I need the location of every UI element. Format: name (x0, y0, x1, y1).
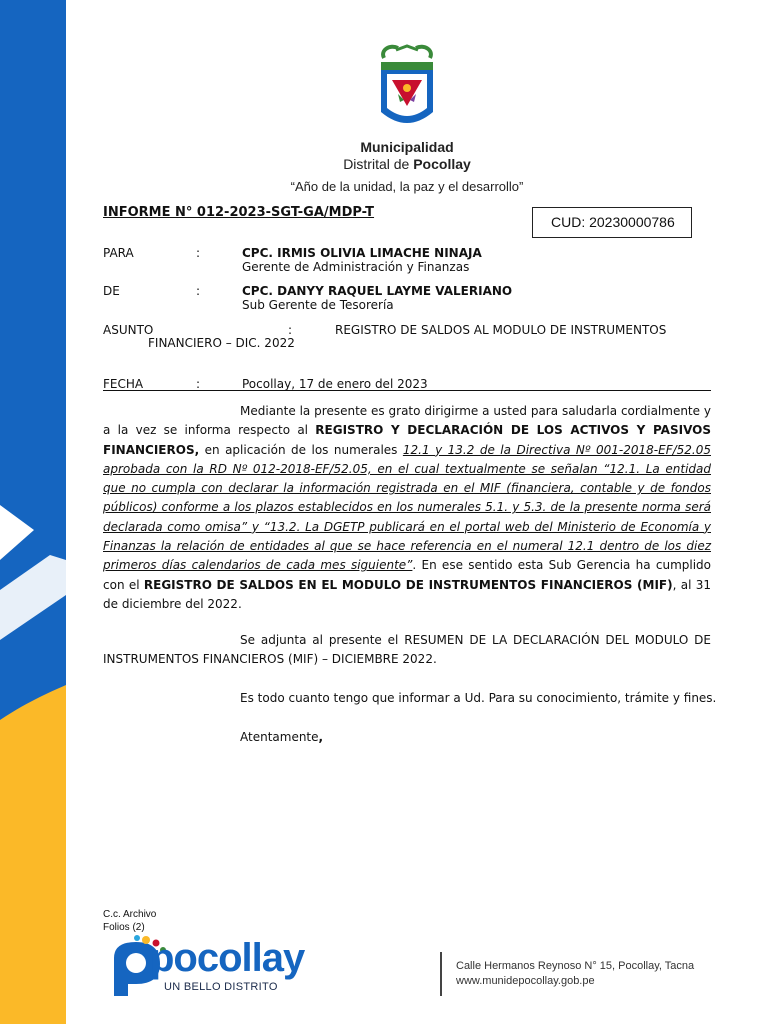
fecha-value: Pocollay, 17 de enero del 2023 (242, 377, 428, 391)
p1-bold-mif: REGISTRO DE SALDOS EN EL MODULO DE INSTRUMENTOS FINANCIEROS (MIF) (143, 577, 673, 592)
footer-divider (440, 952, 442, 996)
org-line2-prefix: Distrital de (343, 156, 414, 172)
p1-bold-registro: REGISTRO Y DECLARACIÓN DE LOS ACTIVOS Y PASIVOS FINANCIEROS, (103, 423, 711, 457)
footer-tagline: UN BELLO DISTRITO (164, 981, 278, 993)
closing (240, 729, 323, 745)
footer-address: Calle Hermanos Reynoso N° 15, Pocollay, Tacna (456, 960, 695, 972)
de-name: CPC. DANYY RAQUEL LAYME VALERIANO (242, 284, 513, 298)
report-number: INFORME N° 012-2023-SGT-GA/MDP-T (103, 205, 375, 220)
p1-intro: Mediante la presente es grato dirigirme a usted para saludarla cordialmente y a la vez se informa respecto al (103, 404, 711, 438)
cud-value: CUD: 20230000786 (551, 214, 675, 230)
org-line2 (300, 156, 514, 173)
body-paragraph-1 (103, 402, 711, 614)
p1-end: , al 31 de diciembre del 2022. (103, 577, 711, 611)
p1-directive-quote: 12.1 y 13.2 de la Directiva Nº 001-2018-EF/52.05 aprobada con la RD Nº 012-2018-EF/52.05, en el cual textualmente se señalan “12.1. La entidad que no cumpla con declarar la información registrada en el MIF (financiera, contable y de fondos públicos) conforme a los plazos establecidos en los numerales 5.1. y 5.3. de la presente norma será declarada como omisa” y “13.2. La DGETP publicará en el portal web del Ministerio de Economía y Finanzas la relación de entidades al que se hace referencia en el numeral 12.1 dentro de los diez primeros días calendarios de cada mes siguiente” (103, 442, 711, 573)
para-label: PARA (103, 246, 134, 260)
side-decorative-band (0, 0, 66, 1024)
asunto-label: ASUNTO (103, 323, 154, 337)
footer-logo (106, 934, 326, 1000)
de-role: Sub Gerente de Tesorería (242, 298, 394, 312)
de-label: DE (103, 284, 120, 298)
org-line2-name: Pocollay (413, 156, 471, 172)
asunto-colon: : (288, 323, 293, 337)
municipal-seal-icon (376, 44, 438, 134)
asunto-line1: REGISTRO DE SALDOS AL MODULO DE INSTRUMENTOS (335, 323, 667, 337)
footer-brand-name: pocollay (150, 936, 305, 980)
closing-comma: , (318, 730, 324, 744)
closing-text: Atentamente (240, 730, 319, 744)
p1-after: . En ese sentido esta Sub Gerencia ha cumplido con el (103, 558, 712, 592)
fecha-colon: : (196, 377, 201, 391)
para-role: Gerente de Administración y Finanzas (242, 260, 470, 274)
body-paragraph-3: Es todo cuanto tengo que informar a Ud. Para su conocimiento, trámite y fines. (240, 691, 717, 705)
cc-folios: Folios (2) (103, 922, 145, 933)
org-name (300, 139, 514, 173)
cud-box (532, 207, 692, 238)
org-line1: Municipalidad (360, 139, 454, 155)
para-colon: : (196, 246, 201, 260)
cc-archive: C.c. Archivo (103, 909, 157, 920)
para-name: CPC. IRMIS OLIVIA LIMACHE NINAJA (242, 246, 482, 260)
year-motto: “Año de la unidad, la paz y el desarrollo” (290, 179, 524, 194)
body-paragraph-2: Se adjunta al presente el RESUMEN DE LA DECLARACIÓN DEL MODULO DE INSTRUMENTOS FINANCIEROS (MIF) – DICIEMBRE 2022. (103, 633, 711, 667)
header-divider (103, 390, 711, 391)
footer-website: www.munidepocollay.gob.pe (456, 975, 595, 987)
de-colon: : (196, 284, 201, 298)
fecha-label: FECHA (103, 377, 144, 391)
asunto-line2: FINANCIERO – DIC. 2022 (148, 336, 295, 350)
p1-mid: en aplicación de los numerales (199, 442, 403, 457)
